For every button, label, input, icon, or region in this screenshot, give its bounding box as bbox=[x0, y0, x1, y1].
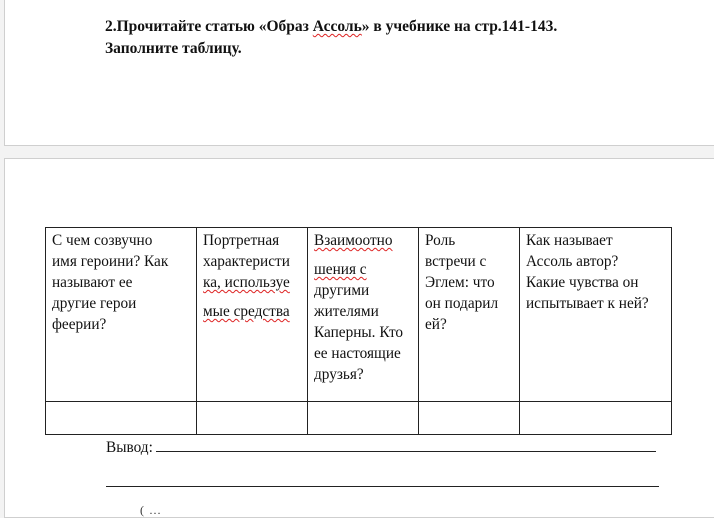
cell-text: шения с bbox=[314, 261, 367, 278]
assignment-table bbox=[45, 227, 672, 435]
task-heading-name: Ассоль bbox=[312, 18, 362, 35]
cell-text: характеристи bbox=[203, 253, 290, 270]
task-heading-prefix: 2.Прочитайте статью «Образ bbox=[105, 18, 313, 35]
cell-gap bbox=[314, 251, 412, 259]
table-header-cell-3 bbox=[308, 228, 419, 402]
cell-text: Портретная bbox=[203, 232, 280, 249]
cell-text: Эглем: что bbox=[425, 274, 495, 291]
answer-cell-1[interactable] bbox=[46, 402, 197, 435]
table-header-cell-2 bbox=[197, 228, 308, 402]
cell-text: ей? bbox=[425, 316, 447, 333]
table-answer-row bbox=[46, 402, 672, 435]
cell-text: Каперны. Кто bbox=[314, 324, 404, 341]
cell-text: называют ее bbox=[52, 274, 133, 291]
cell-text: Роль bbox=[425, 232, 456, 249]
cell-text: феерии? bbox=[52, 316, 107, 333]
cell-text: Ассоль автор? bbox=[526, 253, 619, 270]
table-header-cell-5 bbox=[520, 228, 672, 402]
task-heading-line-1 bbox=[105, 16, 705, 38]
cell-text: друзья? bbox=[314, 366, 364, 383]
cell-text: другие герои bbox=[52, 295, 137, 312]
cell-text: другими bbox=[314, 282, 370, 299]
cell-text: С чем созвучно bbox=[52, 232, 153, 249]
cell-text: он подарил bbox=[425, 295, 499, 312]
cell-text: Взаимоотно bbox=[314, 232, 393, 249]
table-header-row bbox=[46, 228, 672, 402]
answer-cell-5[interactable] bbox=[520, 402, 672, 435]
cell-text: мые средства bbox=[203, 303, 290, 320]
cell-text: Как называет bbox=[526, 232, 613, 249]
table-header-cell-4 bbox=[419, 228, 520, 402]
footer-fragment: ( … bbox=[140, 503, 162, 517]
conclusion-label: Вывод: bbox=[106, 439, 153, 456]
answer-cell-3[interactable] bbox=[308, 402, 419, 435]
cell-text: ка, используе bbox=[203, 274, 290, 291]
cell-gap bbox=[203, 293, 301, 301]
table-header-cell-1 bbox=[46, 228, 197, 402]
cell-text: Какие чувства он bbox=[526, 274, 639, 291]
cell-text: встречи с bbox=[425, 253, 487, 270]
conclusion-blank[interactable] bbox=[156, 437, 656, 452]
task-heading-line-2: Заполните таблицу. bbox=[105, 40, 242, 57]
task-heading bbox=[105, 16, 705, 60]
answer-cell-4[interactable] bbox=[419, 402, 520, 435]
conclusion-line bbox=[106, 437, 656, 458]
task-heading-suffix: » в учебнике на стр.141-143. bbox=[361, 18, 558, 35]
cell-text: ее настоящие bbox=[314, 345, 401, 362]
conclusion-blank-2[interactable] bbox=[106, 486, 659, 487]
cell-text: имя героини? Как bbox=[52, 253, 169, 270]
answer-cell-2[interactable] bbox=[197, 402, 308, 435]
cell-text: испытывает к ней? bbox=[526, 295, 649, 312]
cell-text: жителями bbox=[314, 303, 379, 320]
